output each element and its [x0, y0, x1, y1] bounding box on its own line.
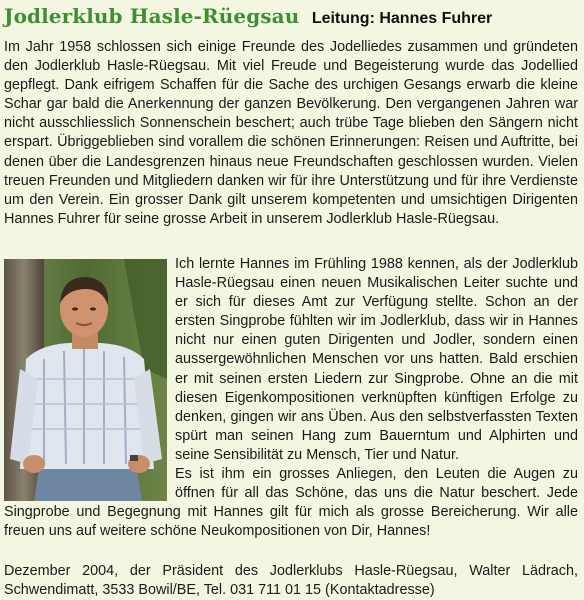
article-header: [4, 4, 580, 30]
portrait-section: [4, 255, 578, 541]
signature-line: Dezember 2004, der Präsident des Jodlerklubs Hasle-Rüegsau, Walter Lädrach, Schwendimatt, 3533 Bowil/BE, Tel. 031 711 01 15 (Kontaktadresse): [4, 563, 578, 599]
portrait-photo: [4, 259, 167, 501]
portrait-paragraph: Ich lernte Hannes im Frühling 1988 kennen, als der Jodlerklub Hasle-Rüegsau einen neuen Musikalischen Leiter suchte und er sich für dieses Amt zur Verfügung stellte. Schon an der ersten Singprobe fühlten wir im Jodlerklub, dass wir in Hannes nicht nur einen guten Dirigenten und Jodler, sondern einen aussergewöhnlichen Menschen vor uns hatten. Bald erschien er mit seinen ersten Liedern zur Singprobe. Ohne an die mit diesen Eigenkompositionen verknüpften künftigen Erfolge zu denken, gingen wir ans Üben. Aus den selbstverfassten Texten spürt man seinen Hang zum Bauerntum und Alphirten und seine Sensibilität zu Mensch, Tier und Natur.: [175, 256, 578, 463]
intro-paragraph: Im Jahr 1958 schlossen sich einige Freunde des Jodelliedes zusammen und gründeten den Jodlerklub Hasle-Rüegsau. Mit viel Freude und Begeisterung wurde das Jodellied gepflegt. Dank eifrigem Schaffen für die Sache des urchigen Gesangs erwarb die kleine Schar gar bald die Anerkennung der ganzen Bevölkerung. Den vergangenen Jahren war nicht ausschliesslich Sonnenschein beschert; auch trübe Tage blieben den Sängern nicht erspart. Übriggeblieben sind vorallem die schönen Erinnerungen: Reisen und Auftritte, bei denen über die Landesgrenzen hinaus neue Freundschaften geschlossen wurden. Vielen treuen Freunden und Mitgliedern danken wir für ihre Unterstützung und für ihre Verdienste um den Verein. Ein grosser Dank gilt unserem kompetenten und umsichtigen Dirigenten Hannes Fuhrer für seine grosse Arbeit in unserem Jodlerklub Hasle-Rüegsau.: [4, 39, 578, 227]
club-title: Jodlerklub Hasle-Rüegsau: [4, 4, 300, 28]
closing-paragraph: Es ist ihm ein grosses Anliegen, den Leuten die Augen zu öffnen für all das Schöne, das uns die Natur beschert. Jede Singprobe und Begegnung mit Hannes gilt für mich als grosse Bereicherung. Wir alle freuen uns auf weitere schöne Neukompositionen von Dir, Hannes!: [4, 466, 578, 540]
leader-line: Leitung: Hannes Fuhrer: [311, 10, 493, 27]
